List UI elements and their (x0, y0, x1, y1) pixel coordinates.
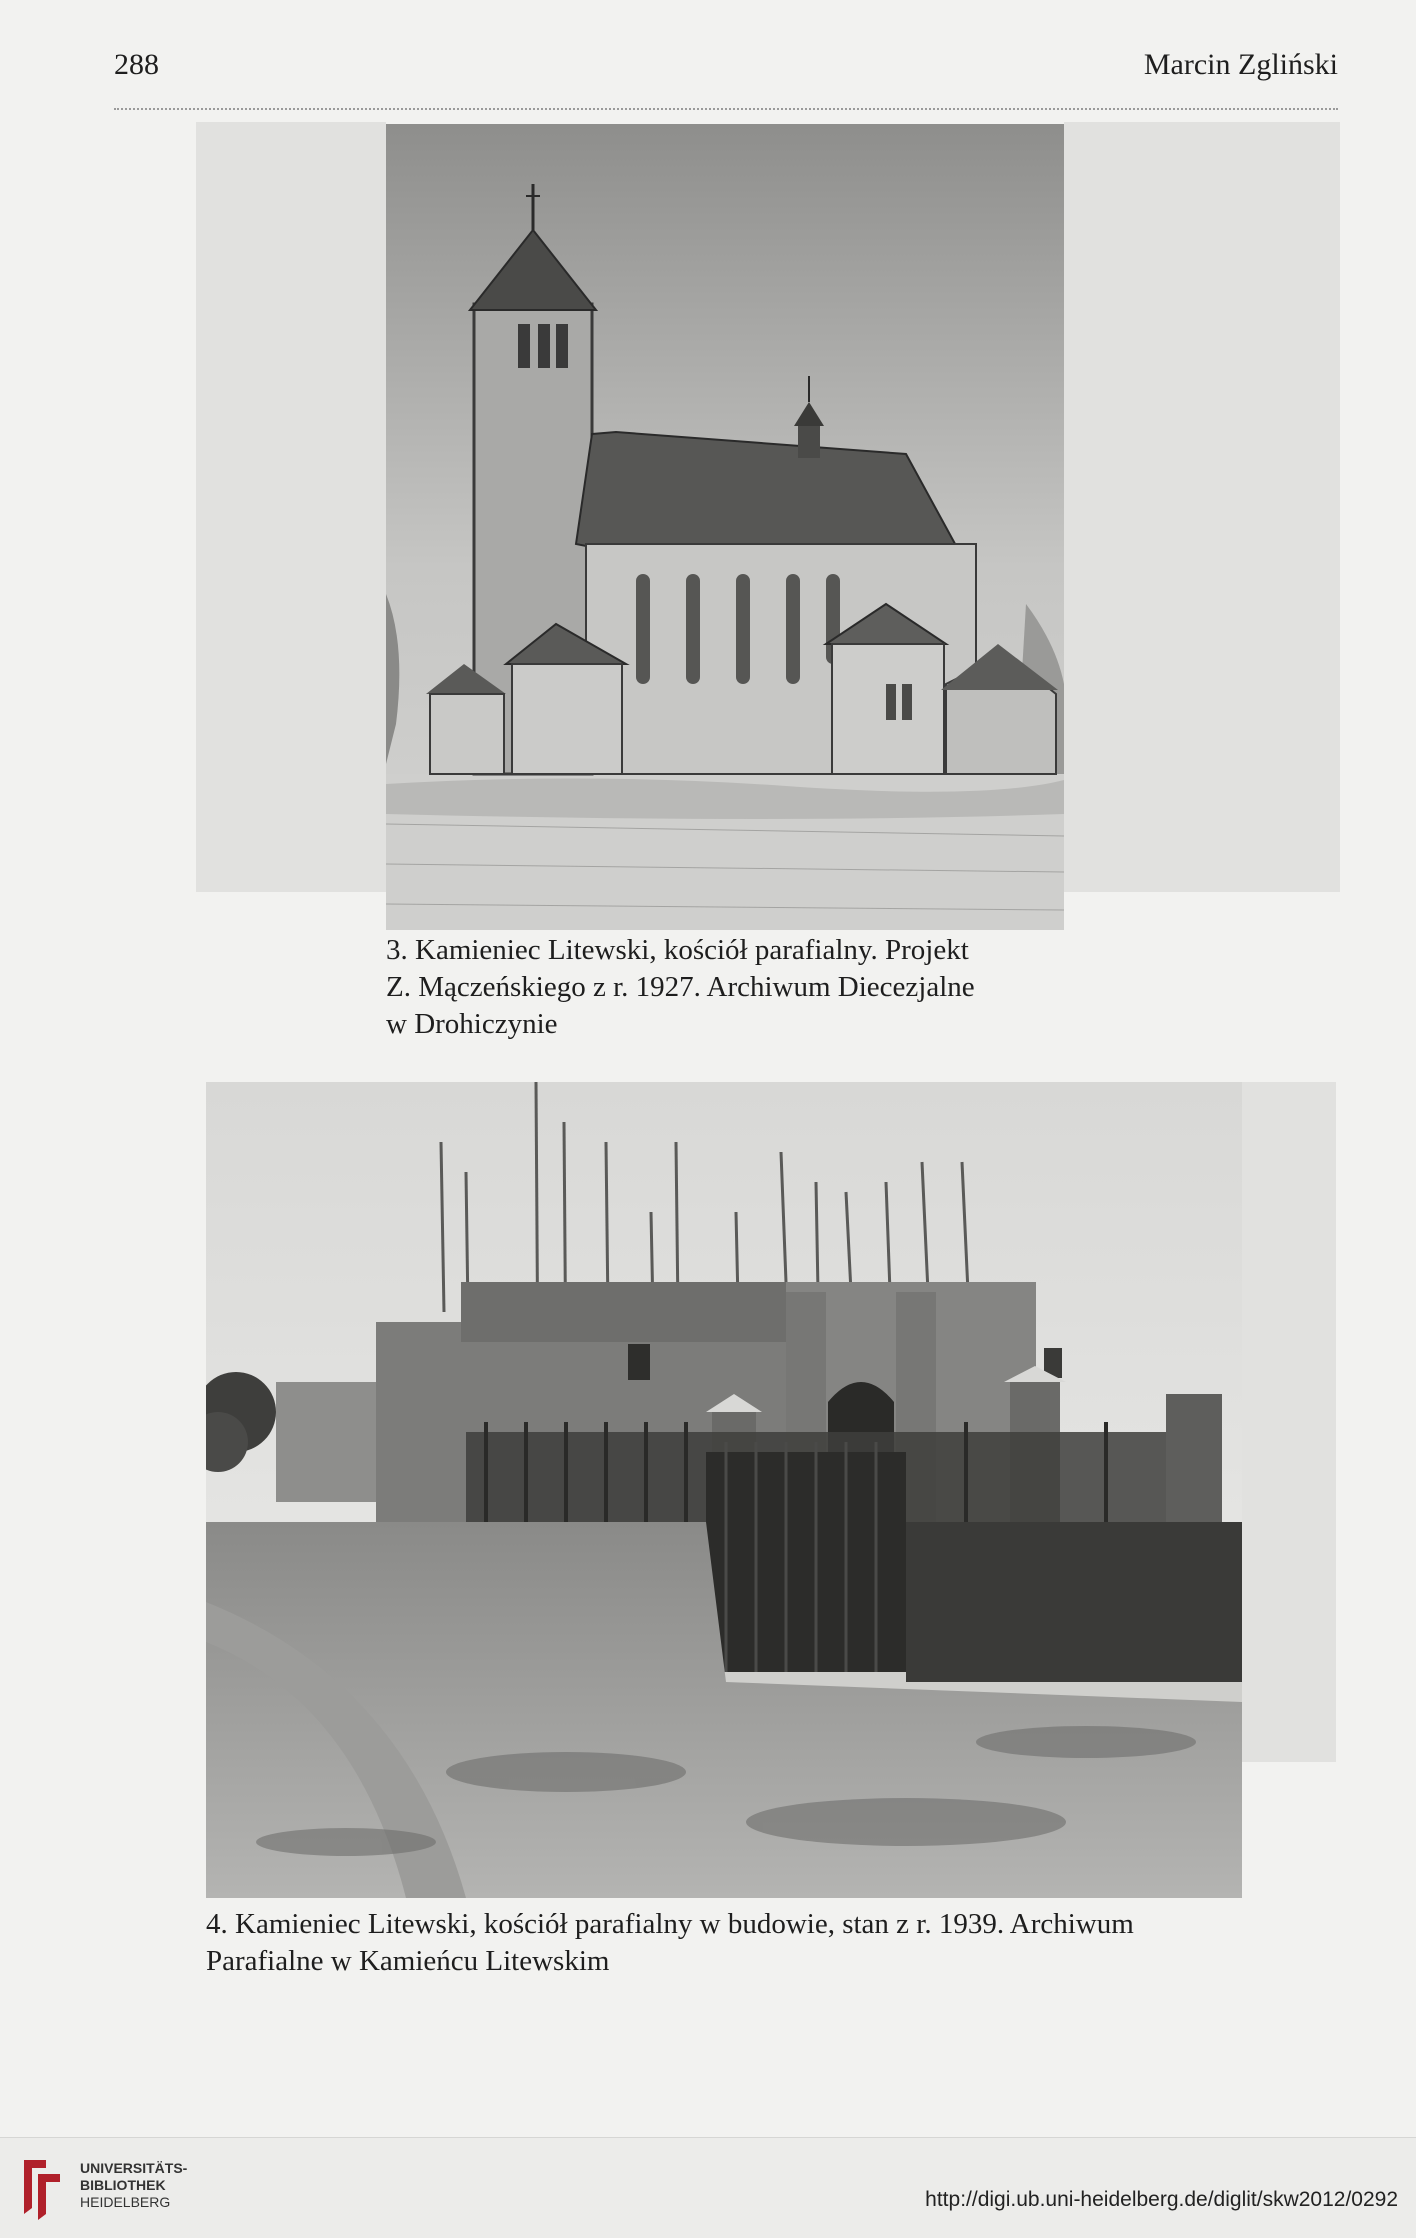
caption-line: 3. Kamieniec Litewski, kościół parafialny. Projekt (386, 934, 969, 966)
figure-4-church-construction-photo (206, 1082, 1242, 1898)
library-name-line: UNIVERSITÄTS- (80, 2160, 188, 2176)
caption-line: Parafialne w Kamieńcu Litewskim (206, 1945, 610, 1977)
digitization-footer (0, 2137, 1416, 2238)
running-head-author: Marcin Zgliński (1143, 48, 1338, 81)
figure-3-caption (386, 932, 1066, 1043)
permalink-url[interactable]: http://digi.ub.uni-heidelberg.de/diglit/skw2012/0292 (925, 2188, 1398, 2211)
header-rule (114, 108, 1338, 110)
figure-3-church-drawing (386, 124, 1064, 930)
library-name (80, 2160, 187, 2211)
caption-line: 4. Kamieniec Litewski, kościół parafialny w budowie, stan z r. 1939. Archiwum (206, 1908, 1134, 1940)
caption-line: w Drohiczynie (386, 1008, 558, 1040)
library-name-line: BIBLIOTHEK (80, 2177, 166, 2193)
figure-4-caption (206, 1906, 1246, 1980)
bleed-through-image-top (196, 122, 386, 892)
library-name-line: HEIDELBERG (80, 2194, 171, 2210)
page-number: 288 (114, 48, 159, 81)
page-header (114, 48, 1338, 84)
bleed-through-image-lower-right (1242, 1082, 1336, 1762)
library-logo-icon (16, 2154, 70, 2222)
caption-line: Z. Mączeńskiego z r. 1927. Archiwum Diecezjalne (386, 971, 975, 1003)
bleed-through-image-right (1064, 122, 1340, 892)
